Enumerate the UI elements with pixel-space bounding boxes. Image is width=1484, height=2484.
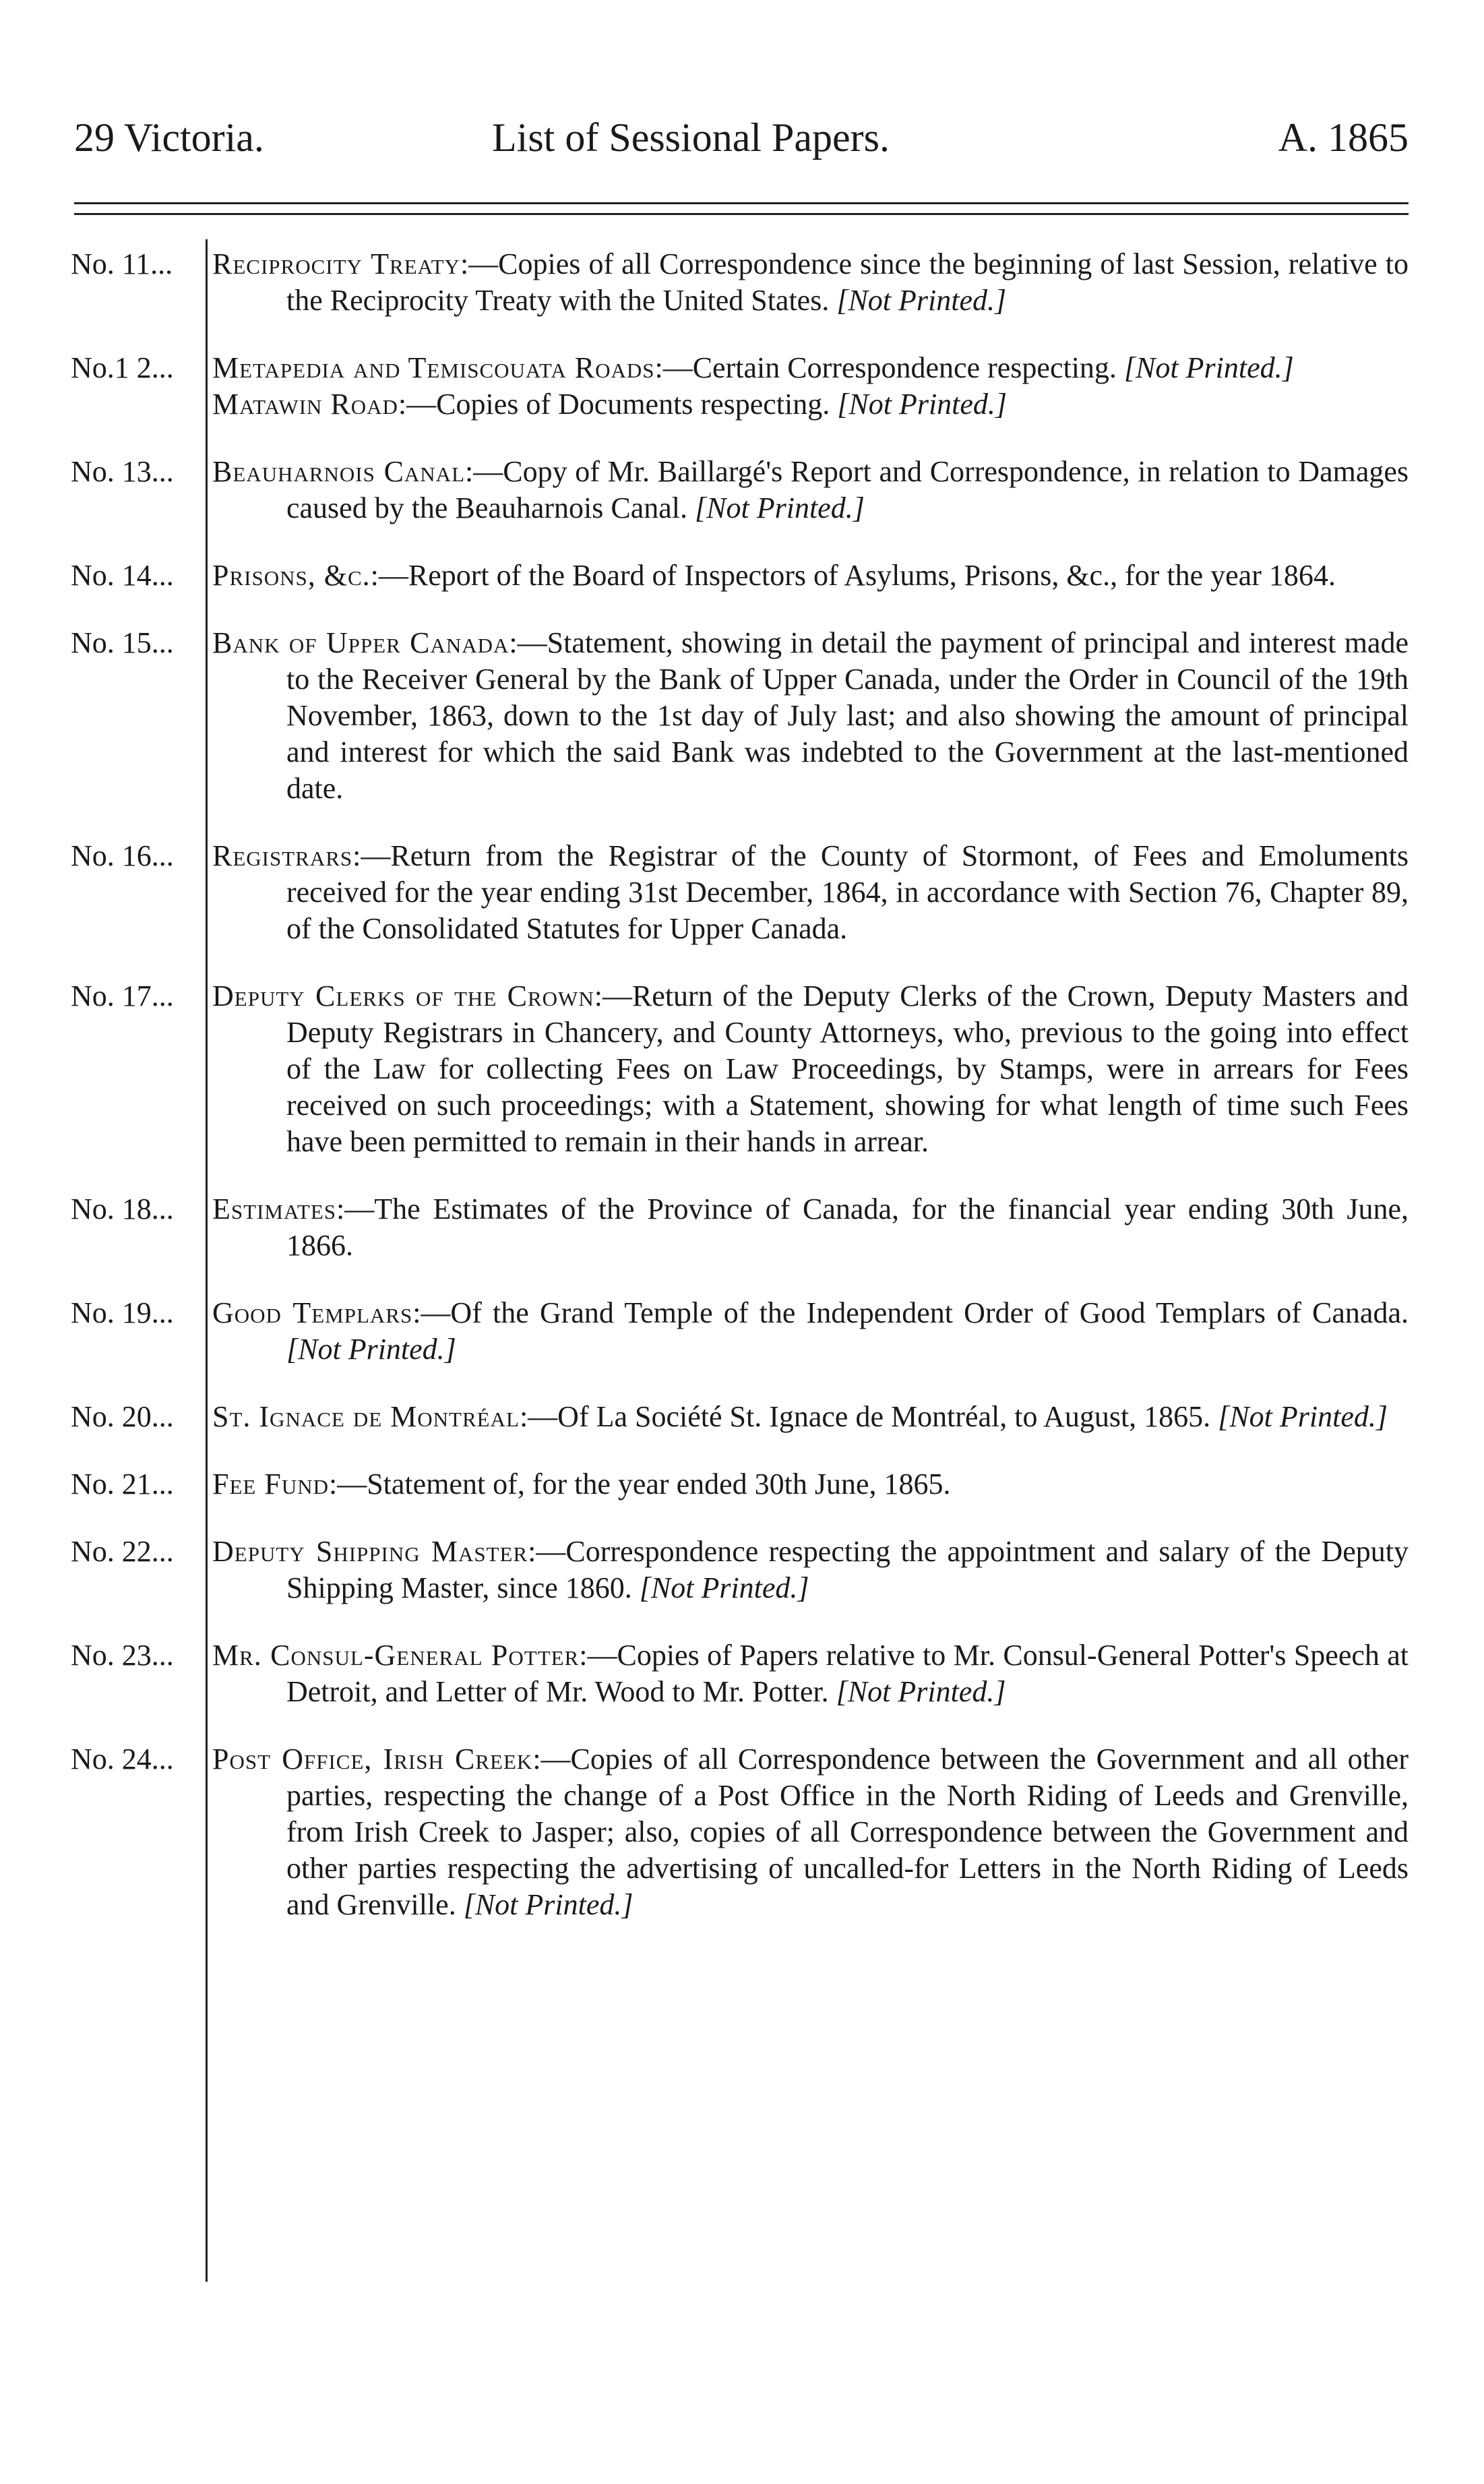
- paper-number: No. 20...: [71, 1400, 174, 1433]
- paper-paragraph: [212, 246, 1409, 319]
- paper-title: Metapedia and Temiscouata Roads: [212, 351, 655, 384]
- paper-paragraph: [212, 838, 1409, 947]
- paper-entry: [71, 1741, 1409, 1923]
- paper-text: :—Of La Société St. Ignace de Montréal, to August, 1865.: [519, 1400, 1211, 1433]
- page-header: [74, 115, 1409, 175]
- not-printed-note: [Not Printed.]: [1218, 1400, 1388, 1433]
- paper-entry: [71, 838, 1409, 947]
- paper-number: No. 15...: [71, 626, 174, 659]
- paper-entry: [71, 1534, 1409, 1606]
- paper-paragraph: [212, 1191, 1409, 1264]
- paper-text: :—The Estimates of the Province of Canada, for the financial year ending 30th June, 1866.: [286, 1192, 1409, 1262]
- paper-paragraph: [212, 1534, 1409, 1606]
- paper-entry: [71, 1637, 1409, 1710]
- paper-description: [212, 1741, 1409, 1923]
- paper-paragraph: [212, 1295, 1409, 1368]
- paper-paragraph: [212, 350, 1409, 386]
- paper-paragraph: [212, 1399, 1409, 1435]
- paper-description: [212, 1637, 1409, 1710]
- paper-paragraph: [212, 557, 1409, 594]
- paper-entry: [71, 1191, 1409, 1264]
- paper-title: Good Templars: [212, 1296, 413, 1329]
- paper-text: :—Statement of, for the year ended 30th June, 1865.: [328, 1467, 951, 1501]
- paper-paragraph: [212, 1637, 1409, 1710]
- paper-number: No. 16...: [71, 839, 174, 872]
- paper-paragraph: [212, 454, 1409, 526]
- paper-text: :—Statement, showing in detail the payment of principal and interest made to the Receiver General by the Bank of Upper Canada, under the Order in Council of the 19th November, 1863, down to the 1st day of July last; and also showing the amount of principal and interest for which the said Bank was indebted to the Government at the last-mentioned date.: [286, 626, 1409, 805]
- header-rule: [74, 202, 1409, 204]
- paper-entry: [71, 246, 1409, 319]
- paper-text: :—Copies of all Correspondence since the beginning of last Session, relative to the Reciprocity Treaty with the United States.: [286, 247, 1409, 317]
- paper-number: No. 23...: [71, 1639, 174, 1672]
- not-printed-note: [Not Printed.]: [286, 1333, 456, 1366]
- paper-description: [212, 246, 1409, 319]
- paper-title: St. Ignace de Montréal: [212, 1400, 520, 1433]
- paper-text: :—Copies of Documents respecting.: [398, 388, 830, 421]
- paper-entry: [71, 625, 1409, 807]
- paper-number: No. 17...: [71, 979, 174, 1012]
- paper-text: :—Correspondence respecting the appointment and salary of the Deputy Shipping Master, since 1860.: [286, 1535, 1409, 1604]
- paper-entry: [71, 350, 1409, 423]
- paper-title: Fee Fund: [212, 1467, 329, 1501]
- not-printed-note: [Not Printed.]: [695, 491, 865, 524]
- paper-title: Deputy Clerks of the Crown: [212, 979, 594, 1012]
- paper-description: [212, 454, 1409, 526]
- sessional-papers-list: [71, 246, 1409, 1954]
- paper-title: Beauharnois Canal: [212, 455, 466, 488]
- paper-number: No. 22...: [71, 1535, 174, 1568]
- not-printed-note: [Not Printed.]: [639, 1571, 809, 1604]
- header-year: A. 1865: [1278, 115, 1409, 160]
- paper-entry: [71, 454, 1409, 526]
- paper-description: [212, 978, 1409, 1160]
- header-volume: 29 Victoria.: [74, 115, 264, 160]
- paper-text: :—Copies of Papers relative to Mr. Consul-General Potter's Speech at Detroit, and Letter of Mr. Wood to Mr. Potter.: [286, 1639, 1409, 1708]
- paper-entry: [71, 978, 1409, 1160]
- paper-title: Mr. Consul-General Potter: [212, 1639, 580, 1672]
- paper-paragraph: [212, 625, 1409, 807]
- paper-description: [212, 350, 1409, 423]
- paper-text: :—Copy of Mr. Baillargé's Report and Correspondence, in relation to Damages caused by the Beauharnois Canal.: [286, 455, 1409, 524]
- paper-number: No.1 2...: [71, 351, 174, 384]
- paper-paragraph: [212, 386, 1409, 423]
- paper-entry: [71, 1399, 1409, 1435]
- paper-text: :—Copies of all Correspondence between the Government and all other parties, respecting the change of a Post Office in the North Riding of Leeds and Grenville, from Irish Creek to Jasper; also, copies of all Correspondence between the Government and other parties respecting the advertising of uncalled-for Letters in the North Riding of Leeds and Grenville.: [286, 1743, 1409, 1921]
- paper-paragraph: [212, 1466, 1409, 1503]
- paper-number: No. 21...: [71, 1467, 174, 1501]
- paper-text: :—Of the Grand Temple of the Independent Order of Good Templars of Canada.: [412, 1296, 1409, 1329]
- not-printed-note: [Not Printed.]: [463, 1888, 633, 1921]
- paper-paragraph: [212, 1741, 1409, 1923]
- paper-title: Estimates: [212, 1192, 337, 1225]
- paper-entry: [71, 1295, 1409, 1368]
- paper-title: Registrars: [212, 839, 353, 872]
- paper-description: [212, 625, 1409, 807]
- header-rule: [74, 213, 1409, 215]
- paper-title: Reciprocity Treaty: [212, 247, 460, 280]
- paper-entry: [71, 1466, 1409, 1503]
- header-title: List of Sessional Papers.: [492, 115, 890, 160]
- paper-title: Matawin Road: [212, 388, 398, 421]
- paper-description: [212, 838, 1409, 947]
- paper-text: :—Return of the Deputy Clerks of the Crown, Deputy Masters and Deputy Registrars in Chancery, and County Attorneys, who, previous to the going into effect of the Law for collecting Fees on Law Proceedings, by Stamps, were in arrears for Fees received on such proceedings; with a Statement, showing for what length of time such Fees have been permitted to remain in their hands in arrear.: [286, 979, 1409, 1158]
- not-printed-note: [Not Printed.]: [1123, 351, 1294, 384]
- paper-description: [212, 1399, 1409, 1435]
- paper-number: No. 24...: [71, 1743, 174, 1776]
- paper-description: [212, 1191, 1409, 1264]
- paper-title: Bank of Upper Canada: [212, 626, 509, 659]
- paper-number: No. 11...: [71, 247, 173, 280]
- paper-description: [212, 1534, 1409, 1606]
- paper-description: [212, 1466, 1409, 1503]
- paper-number: No. 19...: [71, 1296, 174, 1329]
- paper-text: :—Return from the Registrar of the County of Stormont, of Fees and Emoluments received for the year ending 31st December, 1864, in accordance with Section 76, Chapter 89, of the Consolidated Statutes for Upper Canada.: [286, 839, 1409, 945]
- paper-title: Post Office, Irish Creek: [212, 1743, 533, 1776]
- paper-title: Deputy Shipping Master: [212, 1535, 528, 1568]
- paper-title: Prisons, &c.: [212, 559, 371, 592]
- paper-entry: [71, 557, 1409, 594]
- paper-paragraph: [212, 978, 1409, 1160]
- not-printed-note: [Not Printed.]: [836, 1675, 1006, 1708]
- paper-number: No. 13...: [71, 455, 174, 488]
- paper-number: No. 14...: [71, 559, 174, 592]
- paper-description: [212, 557, 1409, 594]
- not-printed-note: [Not Printed.]: [837, 388, 1008, 421]
- paper-text: :—Certain Correspondence respecting.: [654, 351, 1117, 384]
- paper-text: :—Report of the Board of Inspectors of Asylums, Prisons, &c., for the year 1864.: [370, 559, 1336, 592]
- not-printed-note: [Not Printed.]: [836, 284, 1007, 317]
- paper-number: No. 18...: [71, 1192, 174, 1225]
- paper-description: [212, 1295, 1409, 1368]
